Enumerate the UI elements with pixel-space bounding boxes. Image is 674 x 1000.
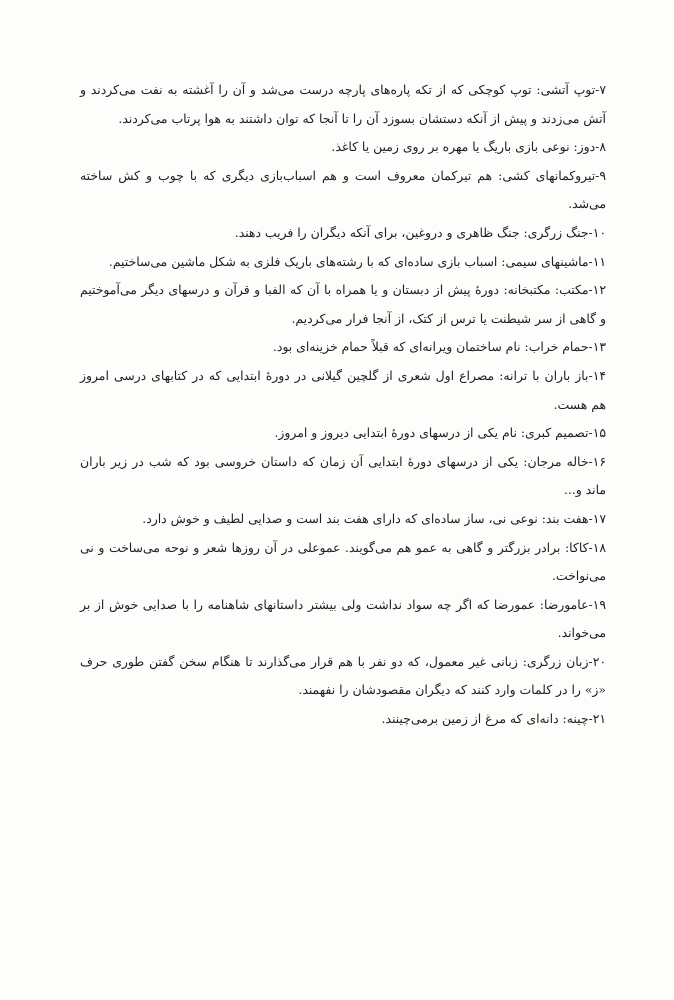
footnote-text: یکی از درسهای دورهٔ ابتدایی آن زمان که داستان خروسی بود که شب در زیر باران ماند و... — [80, 453, 606, 498]
footnote-term: تصمیم کبری — [525, 425, 589, 441]
footnote-term: هفت بند — [545, 510, 589, 526]
footnote-number: ۹ — [599, 167, 606, 183]
footnote-term: جنگ زرگری — [527, 224, 589, 240]
footnote-entry: ۹-تیروکمانهای کشی: هم تیرکمان معروف است و هم اسباب‌بازی دیگری که با چوب و کش ساخته می‌شد. — [80, 167, 606, 212]
footnote-entry: ۱۸-کاکا: برادر بزرگتر و گاهی به عمو هم می‌گویند. عموعلی در آن روزها شعر و نوحه می‌ساخت و نی می‌نواخت. — [80, 539, 606, 584]
footnote-entry: ۱۴-باز باران با ترانه: مصراع اول شعری از گلچین گیلانی در دورهٔ ابتدایی که در کتابهای درسی امروز هم هست. — [80, 367, 606, 412]
footnote-number: ۱۵ — [592, 425, 606, 441]
footnote-entry: ۸-دوز: نوعی بازی باریگ یا مهره بر روی زمین یا کاغذ. — [331, 139, 606, 155]
footnote-number: ۷ — [599, 82, 606, 97]
footnote-number: ۱۷ — [592, 510, 606, 526]
footnote-text: زبانی غیر معمول، که دو نفر با هم قرار می‌گذارند تا هنگام سخن گفتن طوری حرف «ز» را در کلمات وارد کنند که دیگران مقصودشان را نفهمند. — [80, 653, 606, 698]
footnote-entry: ۱۶-خاله مرجان: یکی از درسهای دورهٔ ابتدایی آن زمان که داستان خروسی بود که شب در زیر باران ماند و... — [80, 453, 606, 498]
footnote-entry: ۱۳-حمام خراب: نام ساختمان ویرانه‌ای که قبلاً حمام خزینه‌ای بود. — [272, 339, 606, 355]
footnote-entry: ۱۰-جنگ زرگری: جنگ ظاهری و دروغین، برای آنکه دیگران را فریب دهند. — [234, 224, 606, 240]
footnote-term: توپ آتشی — [540, 82, 596, 97]
footnote-number: ۲۰ — [592, 653, 606, 669]
footnote-term: چینه — [566, 711, 589, 727]
footnote-number: ۱۶ — [592, 453, 606, 469]
footnote-term: عامورضا — [543, 596, 589, 612]
footnote-number: ۱۰ — [592, 224, 606, 240]
footnote-number: ۱۱ — [592, 253, 606, 269]
footnote-entry: ۲۱-چینه: دانه‌ای که مرغ از زمین برمی‌چینند. — [381, 711, 606, 727]
footnote-entry: ۷-توپ آتشی: توپ کوچکی که از تکه پاره‌های پارچه درست می‌شد و آن را آغشته به نفت می‌کردند و آتش می‌زدند و پیش از آنکه دستشان بسوزد آن را تا آنجا که توان داشتند به هوا پرتاب می‌کردند. — [80, 82, 606, 126]
footnote-text: نام یکی از درسهای دورهٔ ابتدایی دیروز و امروز. — [274, 425, 517, 441]
footnote-number: ۱۴ — [592, 367, 606, 383]
footnote-text: عمورضا که اگر چه سواد نداشت ولی بیشتر داستانهای شاهنامه را با صدایی خوش از بر می‌خواند. — [80, 596, 606, 641]
footnote-text: نوعی نی، ساز ساده‌ای که دارای هفت بند است و صدایی لطیف و خوش دارد. — [142, 510, 538, 526]
footnote-term: خاله مرجان — [527, 453, 589, 469]
footnote-entry: ۱۷-هفت بند: نوعی نی، ساز ساده‌ای که دارای هفت بند است و صدایی لطیف و خوش دارد. — [142, 510, 606, 526]
footnote-term: زبان زرگری — [526, 653, 589, 669]
footnote-number: ۱۹ — [592, 596, 606, 612]
footnote-text: نوعی بازی باریگ یا مهره بر روی زمین یا کاغذ. — [331, 139, 570, 155]
footnote-text: جنگ ظاهری و دروغین، برای آنکه دیگران را فریب دهند. — [234, 224, 520, 240]
footnote-text: مکتبخانه: دورهٔ پیش از دبستان و یا همراه با آن که الفبا و قرآن و درسهای دیگر می‌آموختیم و گاهی از سر شیطنت یا ترس از کتک، از آنجا فرار می‌کردیم. — [80, 282, 606, 326]
footnote-number: ۱۸ — [592, 539, 606, 555]
footnote-entry: ۱۹-عامورضا: عمورضا که اگر چه سواد نداشت ولی بیشتر داستانهای شاهنامه را با صدایی خوش از بر می‌خواند. — [80, 596, 606, 641]
footnote-text: برادر بزرگتر و گاهی به عمو هم می‌گویند. عموعلی در آن روزها شعر و نوحه می‌ساخت و نی می‌نواخت. — [80, 539, 606, 584]
footnote-text: توپ کوچکی که از تکه پاره‌های پارچه درست می‌شد و آن را آغشته به نفت می‌کردند و آتش می‌زدند و پیش از آنکه دستشان بسوزد آن را تا آنجا که توان داشتند به هوا پرتاب می‌کردند. — [80, 82, 606, 126]
footnote-term: مکتب — [559, 282, 589, 298]
footnote-number: ۸ — [599, 139, 606, 155]
footnote-term: تیروکمانهای کشی — [502, 167, 596, 183]
footnote-text: نام ساختمان ویرانه‌ای که قبلاً حمام خزینه‌ای بود. — [272, 339, 521, 355]
footnote-number: ۲۱ — [592, 711, 606, 727]
footnote-term: حمام خراب — [528, 339, 589, 355]
footnote-text: دانه‌ای که مرغ از زمین برمی‌چینند. — [381, 711, 559, 727]
footnote-term: کاکا — [569, 539, 589, 555]
footnote-entry: ۲۰-زبان زرگری: زبانی غیر معمول، که دو نفر با هم قرار می‌گذارند تا هنگام سخن گفتن طوری حرف «ز» را در کلمات وارد کنند که دیگران مقصودشان را نفهمند. — [80, 653, 606, 698]
footnote-text: اسباب بازی ساده‌ای که با رشته‌های باریک فلزی به شکل ماشین می‌ساختیم. — [108, 253, 498, 269]
footnote-term: دوز — [577, 139, 596, 155]
footnote-term: باز باران با ترانه — [503, 367, 589, 383]
footnote-text: مصراع اول شعری از گلچین گیلانی در دورهٔ ابتدایی که در کتابهای درسی امروز هم هست. — [80, 367, 606, 412]
footnote-text: هم تیرکمان معروف است و هم اسباب‌بازی دیگری که با چوب و کش ساخته می‌شد. — [80, 167, 606, 212]
footnotes-list — [80, 76, 606, 734]
footnote-number: ۱۳ — [592, 339, 606, 355]
footnote-term: ماشینهای سیمی — [505, 253, 589, 269]
footnote-entry: ۱۱-ماشینهای سیمی: اسباب بازی ساده‌ای که با رشته‌های باریک فلزی به شکل ماشین می‌ساختیم. — [108, 253, 606, 269]
footnote-entry: ۱۵-تصمیم کبری: نام یکی از درسهای دورهٔ ابتدایی دیروز و امروز. — [274, 425, 606, 441]
footnote-entry: ۱۲-مکتب: مکتبخانه: دورهٔ پیش از دبستان و یا همراه با آن که الفبا و قرآن و درسهای دیگر می‌آموختیم و گاهی از سر شیطنت یا ترس از کتک، از آنجا فرار می‌کردیم. — [80, 282, 606, 326]
footnote-number: ۱۲ — [592, 282, 606, 298]
